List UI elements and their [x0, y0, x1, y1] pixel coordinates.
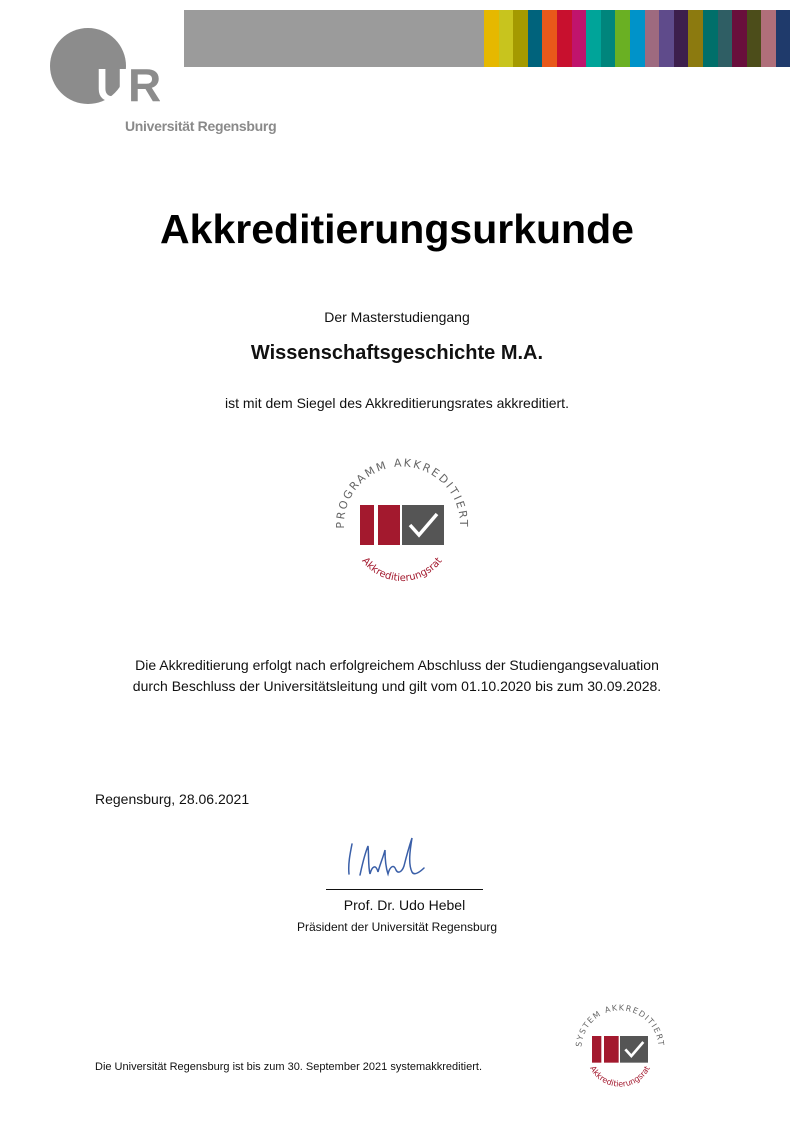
- seal-ring-text: PROGRAMM AKKREDITIERT: [333, 456, 471, 529]
- color-stripe: [645, 10, 660, 67]
- system-accreditation-seal: [570, 998, 670, 1098]
- color-stripe: [761, 10, 776, 67]
- university-logo: [50, 28, 160, 108]
- accreditation-seal: [327, 448, 477, 598]
- signer-role: Präsident der Universität Regensburg: [296, 920, 498, 934]
- color-stripe: [499, 10, 514, 67]
- handwritten-signature: [330, 830, 470, 885]
- color-stripe: [484, 10, 499, 67]
- signer-name: Prof. Dr. Udo Hebel: [343, 897, 466, 913]
- color-stripe: [528, 10, 543, 67]
- logo-r-letter: R: [128, 59, 160, 108]
- small-seal-red-bar-1: [592, 1036, 601, 1063]
- color-stripe: [557, 10, 572, 67]
- color-stripe: [747, 10, 762, 67]
- small-seal-grey-box: [620, 1036, 648, 1063]
- color-stripe: [703, 10, 718, 67]
- signature-line: [326, 889, 483, 890]
- seal-red-bar-2: [378, 505, 400, 545]
- color-stripe: [601, 10, 616, 67]
- color-stripe: [615, 10, 630, 67]
- color-stripe: [542, 10, 557, 67]
- color-stripe: [513, 10, 528, 67]
- color-stripe: [630, 10, 645, 67]
- validity-line-1: Die Akkreditierung erfolgt nach erfolgreichem Abschluss der Studiengangsevaluation: [135, 657, 659, 673]
- certificate-title: Akkreditierungsurkunde: [160, 206, 634, 252]
- color-stripe: [674, 10, 689, 67]
- program-name: Wissenschaftsgeschichte M.A.: [250, 342, 544, 364]
- seal-bottom-text: Akkreditierungsrat: [359, 555, 445, 584]
- seal-grey-box: [402, 505, 444, 545]
- color-stripe: [732, 10, 747, 67]
- seal-statement: ist mit dem Siegel des Akkreditierungsrates akkreditiert.: [225, 395, 569, 411]
- color-stripe: [659, 10, 674, 67]
- color-stripe: [718, 10, 733, 67]
- intro-text: Der Masterstudiengang: [324, 309, 470, 325]
- header-grey-bar: [184, 10, 484, 67]
- seal-red-bar-1: [360, 505, 374, 545]
- validity-statement: [0, 655, 794, 697]
- small-seal-bottom-text: Akkreditierungsrat: [588, 1064, 652, 1089]
- place-date: Regensburg, 28.06.2021: [95, 791, 250, 807]
- color-stripe: [776, 10, 791, 67]
- color-stripe: [586, 10, 601, 67]
- footer-text: Die Universität Regensburg ist bis zum 30. September 2021 systemakkreditiert.: [95, 1061, 483, 1073]
- color-stripe: [688, 10, 703, 67]
- small-seal-ring-text: SYSTEM AKKREDITIERT: [574, 1003, 666, 1048]
- logo-u-letter: U: [96, 59, 130, 108]
- validity-line-2: durch Beschluss der Universitätsleitung und gilt vom 01.10.2020 bis zum 30.09.2028.: [132, 678, 662, 694]
- small-seal-red-bar-2: [604, 1036, 619, 1063]
- color-stripe: [572, 10, 587, 67]
- header-color-stripes: [484, 10, 790, 67]
- university-name: Universität Regensburg: [125, 118, 277, 134]
